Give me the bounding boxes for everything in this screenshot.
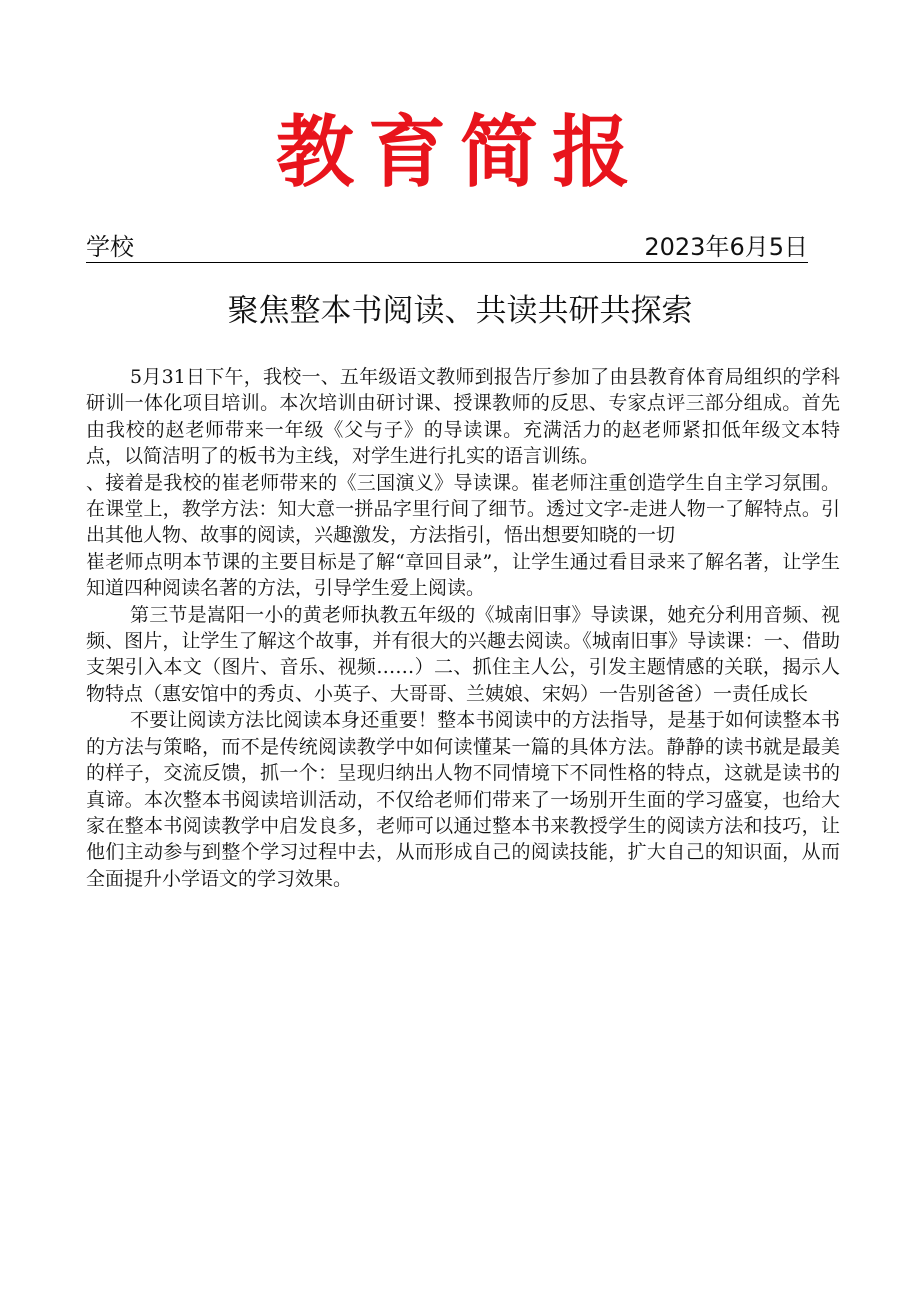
school-label: 学校: [86, 233, 134, 261]
newsletter-masthead: 教育简报: [275, 107, 644, 198]
article-headline: 聚焦整本书阅读、共读共研共探索: [227, 293, 693, 329]
article-paragraph: 不要让阅读方法比阅读本身还重要！整本书阅读中的方法指导，是基于如何读整本书的方法与策略，而不是传统阅读教学中如何读懂某一篇的具体方法。静静的读书就是最美的样子，交流反馈，抓一个：呈现归纳出人物不同情境下不同性格的特点，这就是读书的真谛。本次整本书阅读培训活动，不仅给老师们带来了一场别开生面的学习盛宴，也给大家在整本书阅读教学中启发良多，老师可以通过整本书来教授学生的阅读方法和技巧，让他们主动参与到整个学习过程中去，从而形成自己的阅读技能，扩大自己的知识面，从而全面提升小学语文的学习效果。: [86, 709, 840, 890]
article-paragraph: 崔老师点明本节课的主要目标是了解“章回目录”，让学生通过看目录来了解名著，让学生知道四种阅读名著的方法，引导学生爱上阅读。: [86, 550, 840, 600]
article-paragraph: 第三节是嵩阳一小的黄老师执教五年级的《城南旧事》导读课，她充分利用音频、视频、图片，让学生了解这个故事，并有很大的兴趣去阅读。《城南旧事》导读课：一、借助支架引入本文（图片、音乐、视频……）二、抓住主人公，引发主题情感的关联，揭示人物特点（惠安馆中的秀贞、小英子、大哥哥、兰姨娘、宋妈）一告别爸爸）一责任成长: [86, 603, 840, 705]
school-date-line: [86, 232, 808, 263]
issue-date: 2023年6月5日: [644, 233, 808, 261]
article-paragraph: 5月31日下午，我校一、五年级语文教师到报告厅参加了由县教育体育局组织的学科研训一体化项目培训。本次培训由研讨课、授课教师的反思、专家点评三部分组成。首先由我校的赵老师带来一年级《父与子》的导读课。充满活力的赵老师紧扣低年级文本特点，以简洁明了的板书为主线，对学生进行扎实的语言训练。: [86, 366, 840, 468]
article-paragraph: 、接着是我校的崔老师带来的《三国演义》导读课。崔老师注重创造学生自主学习氛围。在课堂上，教学方法：知大意一拼品字里行间了细节。透过文字-走进人物一了解特点。引出其他人物、故事的阅读，兴趣激发，方法指引，悟出想要知晓的一切: [86, 471, 840, 547]
article-body: [86, 364, 840, 892]
